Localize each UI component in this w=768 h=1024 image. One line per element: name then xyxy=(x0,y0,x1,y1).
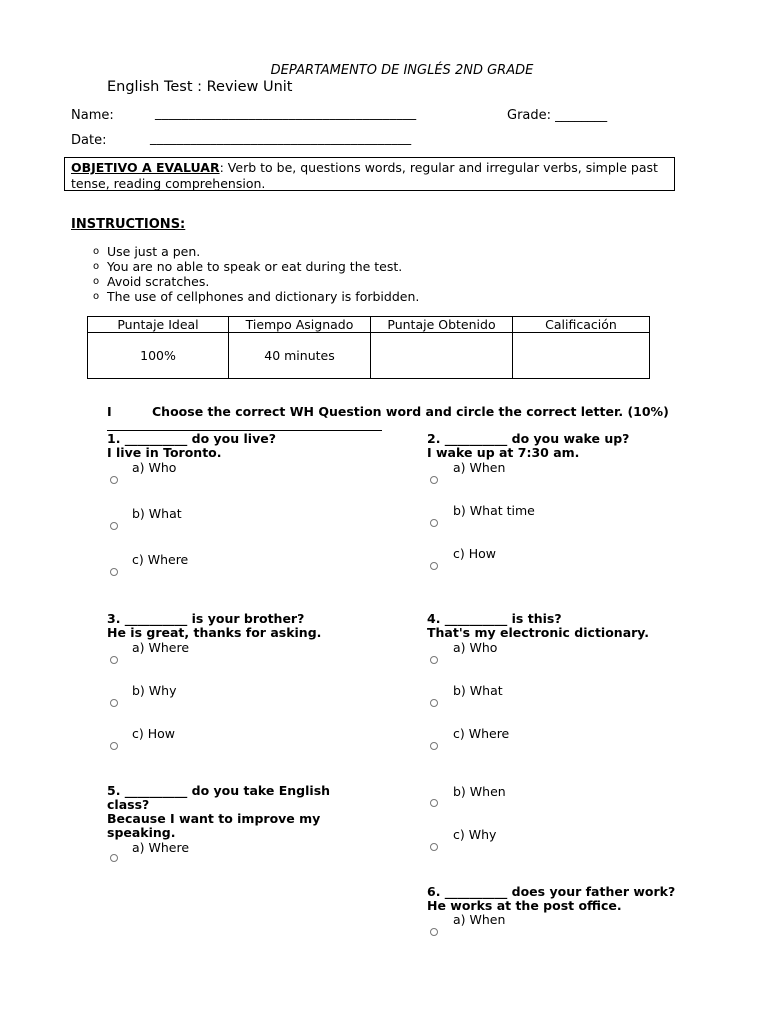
option-3a[interactable]: a) Where xyxy=(132,640,190,655)
score-table xyxy=(87,316,650,379)
option-1b[interactable]: b) What xyxy=(132,506,182,521)
bullet-icon: o xyxy=(93,291,100,302)
radio-1b[interactable] xyxy=(110,522,118,530)
table-header: Tiempo Asignado xyxy=(229,317,371,333)
instructions-list xyxy=(93,244,419,304)
radio-2b[interactable] xyxy=(430,519,438,527)
answer-5: Because I want to improve my xyxy=(107,811,321,826)
option-2c[interactable]: c) How xyxy=(453,546,496,561)
list-item: o The use of cellphones and dictionary is forbidden. xyxy=(93,289,420,304)
answer-4: That's my electronic dictionary. xyxy=(427,625,650,640)
question-5-cont: class? xyxy=(107,797,150,812)
radio-4a[interactable] xyxy=(430,656,438,664)
date-label: Date: xyxy=(71,133,107,148)
option-4c[interactable]: c) Where xyxy=(453,726,510,741)
question-3: 3. __________ is your brother? xyxy=(107,611,305,626)
table-header: Puntaje Ideal xyxy=(88,317,229,333)
option-5b[interactable]: b) When xyxy=(453,784,506,799)
radio-1a[interactable] xyxy=(110,476,118,484)
radio-3b[interactable] xyxy=(110,699,118,707)
table-header: Puntaje Obtenido xyxy=(371,317,513,333)
name-field[interactable]: _______________________________________ xyxy=(155,106,417,121)
radio-3a[interactable] xyxy=(110,656,118,664)
bullet-icon: o xyxy=(93,276,100,287)
test-title: English Test : Review Unit xyxy=(107,79,293,95)
question-5: 5. __________ do you take English xyxy=(107,783,331,798)
question-6: 6. __________ does your father work? xyxy=(427,884,676,899)
radio-4c[interactable] xyxy=(430,742,438,750)
table-cell: 40 minutes xyxy=(229,333,371,379)
option-3b[interactable]: b) Why xyxy=(132,683,177,698)
score-obtained-cell[interactable] xyxy=(371,333,513,379)
answer-2: I wake up at 7:30 am. xyxy=(427,445,580,460)
option-4a[interactable]: a) Who xyxy=(453,640,498,655)
objective-text: : Verb to be, questions words, regular and irregular verbs, simple past tense, reading comprehension. xyxy=(71,160,658,191)
department-heading: DEPARTAMENTO DE INGLÉS 2ND GRADE xyxy=(270,63,534,78)
name-label: Name: xyxy=(71,108,114,123)
option-1c[interactable]: c) Where xyxy=(132,552,189,567)
question-1: 1. __________ do you live? xyxy=(107,431,276,446)
grade-field[interactable]: Grade: ________ xyxy=(507,108,608,123)
option-1a[interactable]: a) Who xyxy=(132,460,177,475)
answer-3: He is great, thanks for asking. xyxy=(107,625,322,640)
option-4b[interactable]: b) What xyxy=(453,683,503,698)
question-4: 4. __________ is this? xyxy=(427,611,562,626)
option-6a[interactable]: a) When xyxy=(453,912,506,927)
section-instruction: Choose the correct WH Question word and circle the correct letter. (10%) xyxy=(152,404,669,419)
table-cell: 100% xyxy=(88,333,229,379)
answer-1: I live in Toronto. xyxy=(107,445,222,460)
date-field[interactable]: _______________________________________ xyxy=(150,131,412,146)
table-row xyxy=(88,333,650,379)
radio-3c[interactable] xyxy=(110,742,118,750)
radio-6a[interactable] xyxy=(430,928,438,936)
objective-box xyxy=(64,157,675,191)
radio-4b[interactable] xyxy=(430,699,438,707)
bullet-icon: o xyxy=(93,261,100,272)
question-2: 2. __________ do you wake up? xyxy=(427,431,630,446)
section-number: I xyxy=(107,404,112,419)
option-5c[interactable]: c) Why xyxy=(453,827,497,842)
grade-cell[interactable] xyxy=(513,333,650,379)
bullet-icon: o xyxy=(93,246,100,257)
radio-1c[interactable] xyxy=(110,568,118,576)
list-item: o Avoid scratches. xyxy=(93,274,210,289)
radio-5b[interactable] xyxy=(430,799,438,807)
table-header-row xyxy=(88,317,650,333)
answer-5-cont: speaking. xyxy=(107,825,176,840)
objective-label: OBJETIVO A EVALUAR xyxy=(71,160,220,175)
radio-2c[interactable] xyxy=(430,562,438,570)
radio-2a[interactable] xyxy=(430,476,438,484)
list-item: o Use just a pen. xyxy=(93,244,201,259)
option-2a[interactable]: a) When xyxy=(453,460,506,475)
answer-6: He works at the post office. xyxy=(427,898,622,913)
radio-5a[interactable] xyxy=(110,854,118,862)
option-5a[interactable]: a) Where xyxy=(132,840,190,855)
radio-5c[interactable] xyxy=(430,843,438,851)
instructions-heading: INSTRUCTIONS: xyxy=(71,217,186,232)
option-2b[interactable]: b) What time xyxy=(453,503,535,518)
table-header: Calificación xyxy=(513,317,650,333)
option-3c[interactable]: c) How xyxy=(132,726,175,741)
section-heading xyxy=(107,404,669,419)
list-item: o You are no able to speak or eat during the test. xyxy=(93,259,403,274)
